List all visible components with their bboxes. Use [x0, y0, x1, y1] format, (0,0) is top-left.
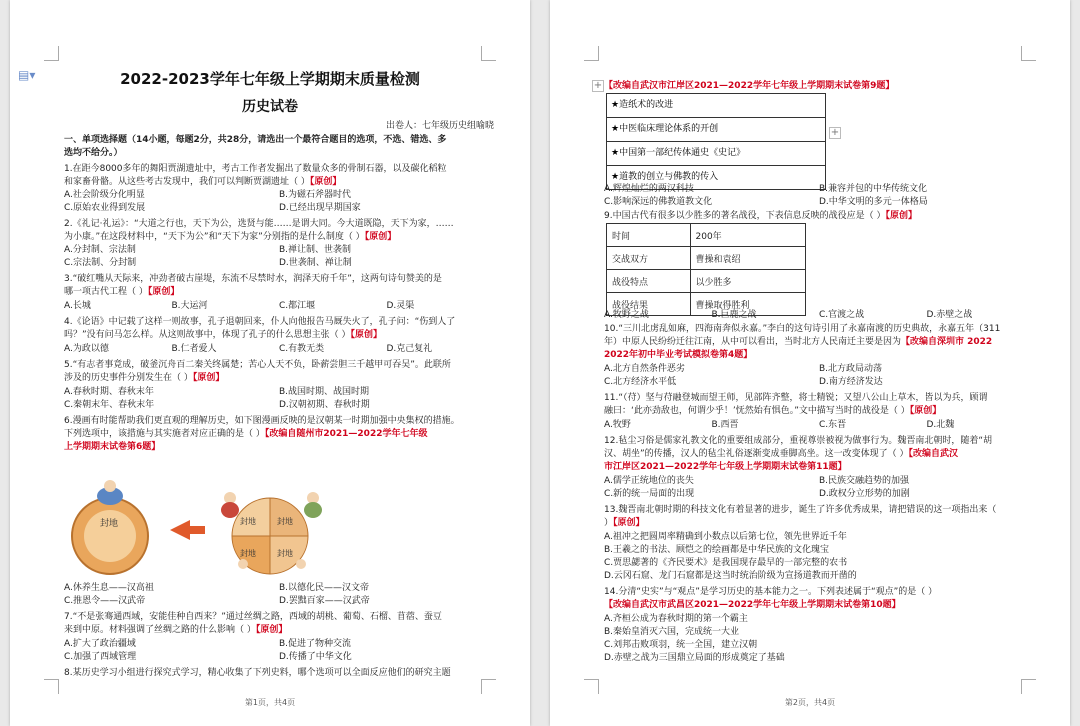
question-options: A.扩大了政治疆域 B.促进了物种交流	[64, 639, 352, 649]
question-options: C.宗法制、分封制 D.世袭制、禅让制	[64, 258, 352, 268]
question-options: C.原始农业得到发展 D.已经出现早期国家	[64, 203, 361, 213]
question-text: 哪一项古代工程（ ）【原创】	[64, 287, 180, 297]
page-corner-mark	[44, 46, 59, 61]
question-options: C.影响深远的佛教道教文化 D.中华文明的多元一体格局	[604, 197, 928, 207]
question-text: 10.“三川北虏乱如麻，四海南奔似永嘉。”李白的这句诗引用了永嘉南渡的历史典故，永嘉五年（311	[604, 324, 1001, 334]
q9-battle-table: 时间 200年 交战双方 曹操和袁绍 战役特点 以少胜多 战役结果 曹操取得胜利	[606, 223, 806, 316]
page-corner-mark	[584, 46, 599, 61]
question-text: 5.“有志者事竟成，破釜沉舟百二秦关终属楚；苦心人天不负，卧薪尝胆三千越甲可吞吴”。此联所	[64, 360, 451, 370]
question-text: 和家畜骨骼。从这些考古发现中，我们可以判断贾湖遗址（ ）【原创】	[64, 177, 342, 187]
exam-subtitle: 历史试卷	[242, 99, 298, 115]
question-text: 4.《论语》中记载了这样一则故事，孔子退朝回来，仆人向他报告马厩失火了，孔子问：“伤到人了	[64, 317, 456, 327]
question-option: B.秦始皇消灭六国，完成统一大业	[604, 627, 740, 637]
fengdi-cartoon-illustration	[65, 478, 335, 578]
question-text: ）【原创】	[604, 518, 645, 528]
question-text: 融曰：‘此亦劲敌也，何谓少乎！’怃然始有惧色。”文中描写当时的战役是（ ）【原创】	[604, 406, 942, 416]
question-option: A.祖冲之把圆周率精确到小数点以后第七位，领先世界近千年	[604, 532, 847, 542]
material-item: ★造纸术的改进	[607, 94, 825, 118]
question-options: A.北方自然条件恶劣 B.北方政局动荡	[604, 364, 883, 374]
question-options: A.儒学正统地位的丧失 B.民族交融趋势的加强	[604, 476, 910, 486]
question-options: A.社会阶级分化明显 B.为磁石斧器时代	[64, 190, 352, 200]
question-source-tag: 上学期期末试卷第6题】	[64, 442, 161, 452]
question-options: C.推恩令——汉武帝 D.罢黜百家——汉武帝	[64, 596, 370, 606]
question-options: A.牧野之战 B.巨鹿之战 C.官渡之战 D.赤壁之战	[604, 310, 973, 320]
page-corner-mark	[44, 679, 59, 694]
page-footer: 第2页，共4页	[784, 698, 836, 707]
section-heading-cont: 选均不给分。）	[64, 148, 123, 158]
svg-text:封地: 封地	[240, 549, 256, 558]
section-heading: 一、单项选择题（14小题，每题2分，共28分，请选出一个最符合题目的选项，不选、错选、多	[64, 135, 447, 145]
question-option: B.王羲之的书法、顾恺之的绘画都是中华民族的文化瑰宝	[604, 545, 830, 555]
question-text: 13.魏晋南北朝时期的科技文化有着显著的进步，诞生了许多优秀成果，请把错误的这一项指出来（	[604, 505, 997, 515]
question-text: 2.《礼记·礼运》：“大道之行也，天下为公，选贤与能……是谓大同。今大道既隐，天下为家，……	[64, 219, 454, 229]
svg-text:封地: 封地	[240, 517, 256, 526]
material-item: ★中国第一部纪传体通史《史记》	[607, 142, 825, 166]
question-text: 吗？”没有问马怎么样。从这则故事中，体现了孔子的什么思想主张（ ）【原创】	[64, 330, 383, 340]
q8-material-box	[606, 93, 826, 190]
question-option: A.齐桓公成为春秋时期的第一个霸主	[604, 614, 748, 624]
question-text: 11.“（苻）坚与苻融登城而望王师，见部阵齐整，将士精锐；又望八公山上草木，皆以为兵，顾谓	[604, 393, 988, 403]
question-options: A.分封制、宗法制 B.禅让制、世袭制	[64, 245, 352, 255]
question-options: A.为政以德 B.仁者爱人 C.有教无类 D.克己复礼	[64, 344, 433, 354]
question-options: A.牧野 B.西晋 C.东晋 D.北魏	[604, 420, 955, 430]
question-source-tag: 2022年初中毕业考试模拟卷第4题】	[604, 350, 753, 360]
question-text: 1.在距今8000多年的舞阳贾湖遗址中，考古工作者发掘出了数量众多的骨制石器，以及碳化稻粒	[64, 164, 447, 174]
exam-author: 出卷人：七年级历史组喻晓	[385, 121, 494, 131]
question-option: C.贾思勰著的《齐民要术》是我国现存最早的一部完整的农书	[604, 558, 848, 568]
question-text: 下列选项中，该措施与其实施者对应正确的是（ ）【改编自随州市2021—2022学年七年级	[64, 429, 428, 439]
question-source-tag: 市江岸区2021—2022学年七年级上学期期末试卷第11题】	[604, 462, 847, 472]
page-corner-mark	[584, 679, 599, 694]
question-options: C.新的统一局面的出现 D.政权分立形势的加剧	[604, 489, 910, 499]
question-text: 为小康。”在这段材料中，“天下为公”和“天下为家”分别指的是什么制度（ ）【原创】	[64, 232, 397, 242]
question-options: C.加强了西域管理 D.传播了中华文化	[64, 652, 352, 662]
question-options: A.休养生息——汉高祖 B.以德化民——汉文帝	[64, 583, 370, 593]
question-options: A.春秋时期、春秋末年 B.战国时期、战国时期	[64, 387, 370, 397]
exam-title: 2022-2023学年七年级上学期期末质量检测	[120, 70, 420, 88]
page-corner-mark	[1021, 679, 1036, 694]
question-options: A.长城 B.大运河 C.都江堰 D.灵渠	[64, 301, 415, 311]
question-text: 涉及的历史事件分别发生在（ ）【原创】	[64, 373, 225, 383]
question-text: 8.某历史学习小组进行探究式学习，精心收集了下列史料，哪个选项可以全面反应他们的研究主题	[64, 668, 451, 678]
question-text: 汉、胡坐”的传播，汉人的毡尘礼俗逐渐变成垂脚高坐。这一改变体现了（ ）【改编自武汉	[604, 449, 959, 459]
page-corner-mark	[481, 46, 496, 61]
question-option: D.云冈石窟、龙门石窟都是这当时统治阶级为宣扬道教而开凿的	[604, 571, 857, 581]
question-text: 年）中原人民纷纷迁往江南，从中可以看出，当时北方人民南迁主要是因为【改编自深圳市 2022	[604, 337, 993, 347]
question-text: 14.分清“史实”与“观点”是学习历史的基本能力之一。下列表述属于“观点”的是（ ）	[604, 587, 938, 597]
document-page-1	[10, 0, 530, 726]
table-move-handle-icon[interactable]: +	[593, 80, 603, 91]
document-icon[interactable]: ▤▾	[18, 68, 36, 82]
page-footer: 第1页，共4页	[244, 698, 296, 707]
question-text: 12.毡尘习俗是儒家礼教文化的重要组成部分，重视尊崇被视为做事行为。魏晋南北朝时，随着“胡	[604, 436, 992, 446]
question-text: 7.“不是张骞通西域，安能佳种自西来？”通过丝绸之路，西域的胡桃、葡萄、石榴、苜蓿、蚕豆	[64, 612, 442, 622]
material-item: ★中医临床理论体系的开创	[607, 118, 825, 142]
question-text: 6.漫画有时能帮助我们更直观的理解历史，如下图漫画反映的是汉朝某一时期加强中央集权的措施。	[64, 416, 460, 426]
question-option: D.赤壁之战为三国鼎立局面的形成奠定了基础	[604, 653, 785, 663]
question-options: C.北方经济水平低 D.南方经济发达	[604, 377, 883, 387]
page-corner-mark	[1021, 46, 1036, 61]
document-page-2	[550, 0, 1070, 726]
question-option: C.刘邦击败项羽，统一全国，建立汉朝	[604, 640, 758, 650]
page-corner-mark	[481, 679, 496, 694]
question-source-tag: 【改编自武汉市武昌区2021—2022学年七年级上学期期末试卷第10题】	[604, 600, 901, 610]
table-add-column-icon[interactable]: +	[830, 127, 840, 138]
question-text: 来到中原。材料强调了丝绸之路的什么影响（ ）【原创】	[64, 625, 288, 635]
svg-text:封地: 封地	[277, 549, 293, 558]
question-source-tag: 【改编自武汉市江岸区2021—2022学年七年级上学期期末试卷第9题】	[604, 81, 895, 91]
question-text: 3.“破红嘴从天际来，冲劲者破古崖堤，东流不尽禁时水，润泽天府千年”，这两句诗句赞美的是	[64, 274, 442, 284]
question-options: A.辉煌灿烂的两汉科技 B.兼容并包的中华传统文化	[604, 184, 928, 194]
svg-text:封地: 封地	[277, 517, 293, 526]
question-options: C.秦朝末年、春秋末年 D.汉朝初期、春秋时期	[64, 400, 370, 410]
illus-label-left: 封地	[100, 519, 119, 529]
question-text: 9.中国古代有很多以少胜多的著名战役，下表信息反映的战役应是（ ）【原创】	[604, 211, 917, 221]
material-item: ★道教的创立与佛教的传入	[611, 172, 719, 182]
